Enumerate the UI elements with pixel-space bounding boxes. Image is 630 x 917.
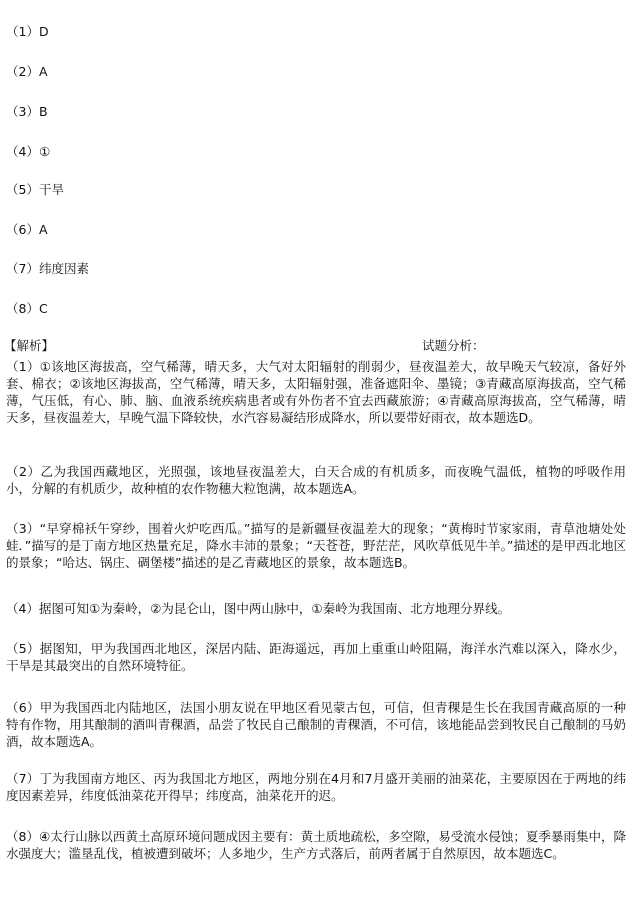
answer-value: A [38,222,48,237]
answer-number: （8） [6,301,39,316]
analysis-paragraph: （7）丁为我国南方地区、丙为我国北方地区，两地分别在4月和7月盛开美丽的油菜花，主要原因在于两地的纬度因素差异，纬度低油菜花开得早；纬度高，油菜花开的迟。 [6,771,626,803]
answer-number: （7） [6,261,39,276]
analysis-paragraph: （6）甲为我国西北内陆地区，法国小朋友说在甲地区看见蒙古包，可信，但青稞是生长在我国青藏高原的一种特有作物，用其酿制的酒叫青稞酒，品尝了牧民自己酿制的青稞酒，不可信，该地能品尝到牧民自己酿制的马奶酒，故本题选A。 [6,700,626,749]
analysis-title: 试题分析： [422,338,485,353]
analysis-paragraph: （3）“早穿棉袄午穿纱，围着火炉吃西瓜。”描写的是新疆昼夜温差大的现象；“黄梅时节家家雨，青草池塘处处蛙．”描写的是丁南方地区热量充足，降水丰沛的景象；“天苍苍，野茫茫，风吹草低见牛羊。”描述的是甲西北地区的景象；“哈达、锅庄、碉堡楼”描述的是乙青藏地区的景象，故本题选B。 [6,521,626,570]
answer-item [6,22,49,40]
answer-item [6,220,48,238]
analysis-paragraph: （1）①该地区海拔高，空气稀薄，晴天多，大气对太阳辐射的削弱少，昼夜温差大，故早晚天气较凉，备好外套、棉衣；②该地区海拔高，空气稀薄，晴天多，太阳辐射强，准备遮阳伞、墨镜；③青藏高原海拔高，空气稀薄，气压低，有心、肺、脑、血液系统疾病患者或有外伤者不宜去西藏旅游；④青藏高原海拔高，空气稀薄，晴天多，昼夜温差大，早晚气温下降较快，水汽容易凝结形成降水，所以要带好雨衣，故本题选D。 [6,359,626,425]
analysis-label: 【解析】 [4,338,55,353]
analysis-paragraph: （8）④太行山脉以西黄土高原环境问题成因主要有：黄土质地疏松，多空隙，易受流水侵蚀；夏季暴雨集中，降水强度大；滥垦乱伐，植被遭到破坏；人多地少，生产方式落后，前两者属于自然原因，故本题选C。 [6,829,626,861]
answer-number: （5） [6,182,39,197]
answer-item [6,259,89,277]
answer-value: D [38,24,49,39]
answer-value: 干旱 [38,182,64,197]
answer-number: （6） [6,222,39,237]
analysis-paragraph: （2）乙为我国西藏地区，光照强，该地昼夜温差大，白天合成的有机质多，而夜晚气温低，植物的呼吸作用小，分解的有机质少，故种植的农作物穗大粒饱满，故本题选A。 [6,464,626,496]
analysis-paragraph: （4）据图可知①为秦岭，②为昆仑山，图中两山脉中，①秦岭为我国南、北方地理分界线。 [6,601,511,616]
answer-number: （4） [6,144,39,159]
answer-value: 纬度因素 [38,261,89,276]
answer-item [6,180,64,198]
answer-item [6,142,50,160]
answer-value: A [38,64,48,79]
answer-item [6,299,48,317]
answer-number: （3） [6,104,39,119]
answer-value: ① [38,144,51,159]
answer-item [6,102,48,120]
answer-value: B [38,104,48,119]
answer-value: C [38,301,48,316]
answer-item [6,62,48,80]
answer-number: （2） [6,64,39,79]
analysis-paragraph: （5）据图知，甲为我国西北地区，深居内陆、距海遥远，再加上重重山岭阻隔，海洋水汽难以深入，降水少，干旱是其最突出的自然环境特征。 [6,641,626,673]
answer-number: （1） [6,24,39,39]
